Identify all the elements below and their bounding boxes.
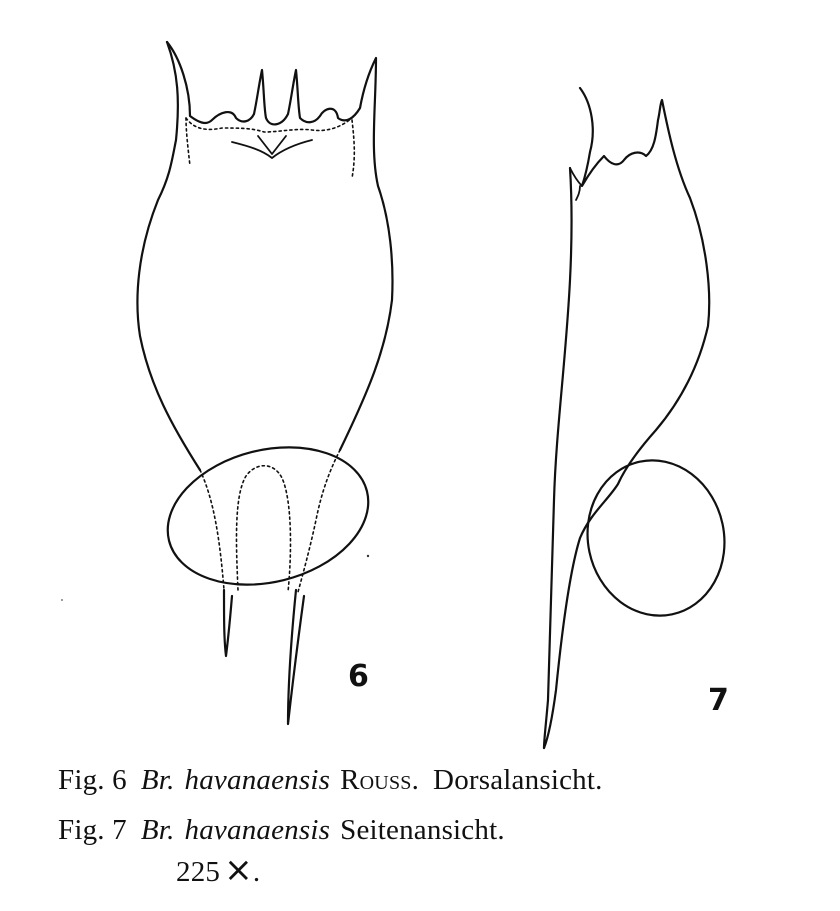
fig6-dotted-left-edge <box>186 118 190 166</box>
caption-6-genus: Br. <box>140 764 175 796</box>
fig6-dotted-outer-right <box>298 450 340 592</box>
fig6-dotted-outer-left <box>200 470 224 590</box>
figure-6-number: 6 <box>348 659 369 694</box>
magnification-symbol: × <box>224 850 253 890</box>
fig7-lorica-outline <box>544 88 709 748</box>
caption-figure-7 <box>58 812 505 848</box>
magnification-label <box>176 852 260 890</box>
caption-7-genus: Br. <box>140 814 175 846</box>
figure-6-drawing <box>137 42 392 724</box>
fig7-anterior-lip <box>576 186 580 200</box>
figure-7-number: 7 <box>708 683 729 718</box>
fig7-lorica-left-side <box>544 168 572 748</box>
speck <box>367 555 369 557</box>
caption-6-view: Dorsalansicht. <box>433 764 603 796</box>
caption-6-species: havanaensis <box>184 764 331 796</box>
fig6-dotted-right-edge <box>352 120 354 178</box>
caption-figure-6 <box>58 762 603 798</box>
fig6-dotted-inner-loop <box>236 466 290 592</box>
caption-7-species: havanaensis <box>184 814 331 846</box>
fig6-lorica-outline <box>167 42 392 450</box>
fig7-egg <box>573 448 738 629</box>
magnification-trailing: . <box>252 856 261 888</box>
figure-7-drawing <box>544 88 739 748</box>
caption-7-view: Seitenansicht. <box>340 814 505 846</box>
fig6-median-notch <box>232 140 312 158</box>
fig6-egg <box>153 427 383 604</box>
caption-7-prefix: Fig. 7 <box>58 814 127 846</box>
fig6-left-spine <box>224 590 232 656</box>
speck <box>61 599 63 601</box>
fig6-right-spine <box>288 590 304 724</box>
magnification-value: 225 <box>176 856 221 888</box>
caption-6-author: Rouss. <box>340 764 420 796</box>
caption-6-prefix: Fig. 6 <box>58 764 127 796</box>
